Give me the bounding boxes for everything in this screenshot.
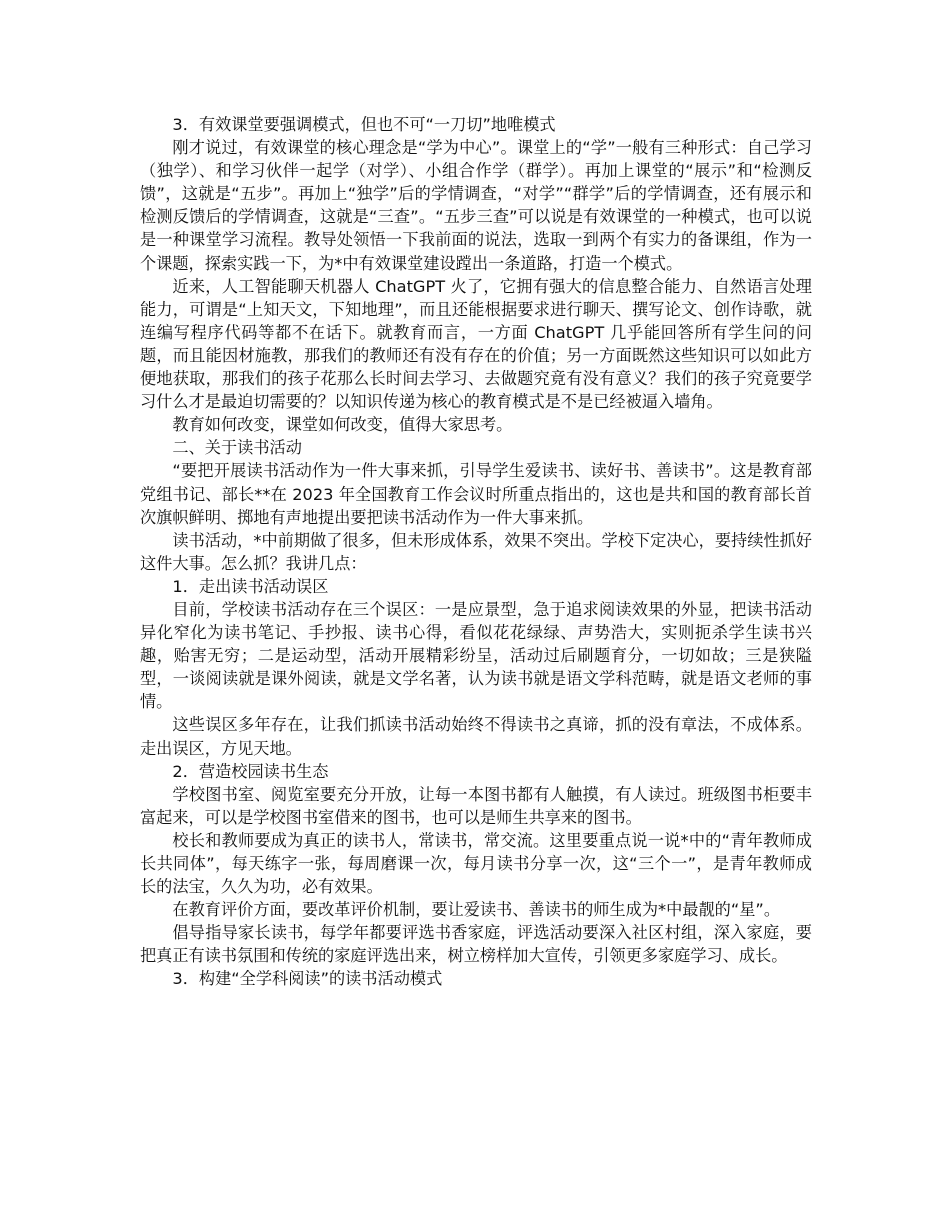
section-heading-reading-activities: 二、关于读书活动 [172, 438, 302, 458]
heading-effective-classroom-mode: 3．有效课堂要强调模式，但也不可“一刀切”地唯模式 [172, 115, 556, 134]
paragraph-minister-quote: “要把开展读书活动作为一件大事来抓，引导学生爱读书、读好书、善读书”。这是教育部党组书记、部长**在 2023 年全国教育工作会议时所重点指出的，这也是共和国的教育部长首次旗帜鲜明、掷地有声地提出要把读书活动作为一件大事来抓。 [140, 461, 812, 527]
heading-reading-ecology: 2．营造校园读书生态 [172, 761, 329, 781]
heading-avoid-misconceptions: 1．走出读书活动误区 [172, 576, 329, 596]
paragraph-teachers-reading: 校长和教师要成为真正的读书人，常读书，常交流。这里要重点说一说*中的“青年教师成长共同体”，每天练字一张，每周磨课一次，每月读书分享一次，这“三个一”，是青年教师成长的法宝，久久为功，必有效果。 [140, 830, 812, 897]
paragraph-school-reading-history: 读书活动，*中前期做了很多，但未形成体系，效果不突出。学校下定决心，要持续性抓好这件大事。怎么抓？我讲几点： [140, 530, 812, 573]
paragraph-education-change: 教育如何改变，课堂如何改变，值得大家思考。 [172, 415, 513, 435]
paragraph-evaluation: 在教育评价方面，要改革评价机制，要让爱读书、善读书的师生成为*中最靓的“星”。 [172, 900, 781, 920]
paragraph-five-steps-three-checks: 刚才说过，有效课堂的核心理念是“学为中心”。课堂上的“学”一般有三种形式：自己学习（独学）、和学习伙伴一起学（对学）、小组合作学（群学）。再加上课堂的“展示”和“检测反馈”，这就是“五步”。再加上“独学”后的学情调查，“对学”“群学”后的学情调查，还有展示和检测反馈后的学情调查，这就是“三查”。“五步三查”可以说是有效课堂的一种模式，也可以说是一种课堂学习流程。教导处领悟一下我前面的说法，选取一到两个有实力的备课组，作为一个课题，探索实践一下，为*中有效课堂建设蹚出一条道路，打造一个模式。 [140, 138, 812, 273]
document-body [140, 113, 812, 991]
paragraph-library-open: 学校图书室、阅览室要充分开放，让每一本图书都有人触摸，有人读过。班级图书柜要丰富起来，可以是学校图书室借来的图书，也可以是师生共享来的图书。 [140, 784, 812, 827]
paragraph-three-misconceptions: 目前，学校读书活动存在三个误区：一是应景型，急于追求阅读效果的外显，把读书活动异化窄化为读书笔记、手抄报、读书心得，看似花花绿绿、声势浩大，实则扼杀学生读书兴趣，贻害无穷；二是运动型，活动开展精彩纷呈，活动过后刷题育分，一切如故；三是狭隘型，一谈阅读就是课外阅读，就是文学名著，认为读书就是语文学科范畴，就是语文老师的事情。 [140, 599, 812, 712]
paragraph-misconceptions-effect: 这些误区多年存在，让我们抓读书活动始终不得读书之真谛，抓的没有章法，不成体系。走出误区，方见天地。 [140, 715, 812, 758]
paragraph-chatgpt: 近来，人工智能聊天机器人 ChatGPT 火了，它拥有强大的信息整合能力、自然语言处理能力，可谓是“上知天文，下知地理”，而且还能根据要求进行聊天、撰写论文、创作诗歌，就连编写程序代码等都不在话下。就教育而言，一方面 ChatGPT 几乎能回答所有学生问的问题，而且能因材施教，那我们的教师还有没有存在的价值；另一方面既然这些知识可以如此方便地获取，那我们的孩子花那么长时间去学习、去做题究竟有没有意义？我们的孩子究竟要学习什么才是最迫切需要的？以知识传递为核心的教育模式是不是已经被逼入墙角。 [140, 276, 812, 412]
paragraph-family-reading: 倡导指导家长读书，每学年都要评选书香家庭，评选活动要深入社区村组，深入家庭，要把真正有读书氛围和传统的家庭评选出来，树立榜样加大宣传，引领更多家庭学习、成长。 [140, 923, 812, 966]
heading-whole-subject-reading: 3．构建“全学科阅读”的读书活动模式 [172, 969, 443, 989]
